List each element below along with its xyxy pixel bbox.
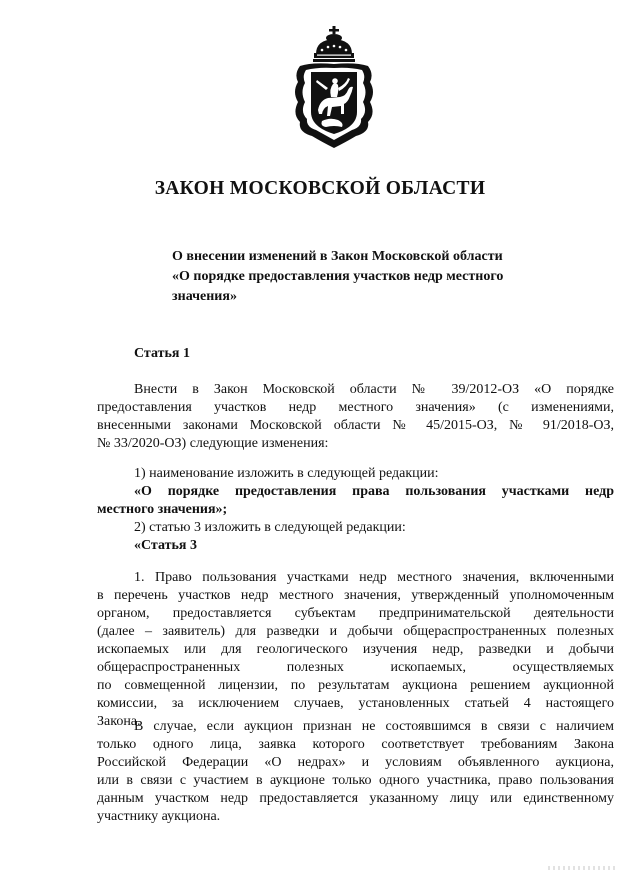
text-line: комиссии, за исключением случаев, установленных статьей 4 настоящего (97, 696, 614, 711)
text-line: в перечень участков недр местного значения, утвержденный уполномоченным (97, 588, 614, 603)
text-line: внесенными законами Московской области № 45/2015-ОЗ, № 91/2018-ОЗ, (97, 418, 614, 433)
text-line: или в связи с участием в аукционе только одного участника, право пользования (97, 773, 614, 788)
text-line: Внести в Закон Московской области № 39/2012-ОЗ «О порядке (134, 382, 614, 397)
text-line: (далее – заявитель) для разведки и добычи общераспространенных полезных (97, 624, 614, 639)
text-line: только одного лица, заявка которого соответствует требованиям Закона (97, 737, 614, 752)
text-line: участнику аукциона. (97, 809, 221, 824)
text-line: предоставления участков недр местного значения» (с изменениями, (97, 400, 614, 415)
law-subject (172, 247, 592, 307)
text-line: данным участком недр предоставляется указанному лицу или единственному (97, 791, 614, 806)
text-line: 1. Право пользования участками недр местного значения, включенными (134, 570, 614, 585)
subject-line: значения» (172, 289, 237, 304)
paragraph-article-3-part-1 (97, 569, 614, 731)
text-line: Российской Федерации «О недрах» и условиям объявленного аукциона, (97, 755, 614, 770)
text-line: 1) наименование изложить в следующей редакции: (134, 466, 439, 481)
text-line: Закона. (97, 714, 141, 729)
text-line: местного значения»; (97, 502, 228, 517)
text-line: ископаемых или для геологического изучения недр, разведки и добычи (97, 642, 614, 657)
text-line: по совмещенной лицензии, по результатам аукциона решением аукционной (97, 678, 614, 693)
subject-line: О внесении изменений в Закон Московской области (172, 249, 503, 264)
scan-artifact (548, 866, 618, 870)
text-line: В случае, если аукцион признан не состоявшимся в связи с наличием (134, 719, 614, 734)
text-line: «О порядке предоставления права пользования участками недр (134, 484, 614, 499)
law-title: ЗАКОН МОСКОВСКОЙ ОБЛАСТИ (154, 178, 486, 199)
text-line: общераспространенных полезных ископаемых, осуществляемых (97, 660, 614, 675)
paragraph-amendment-items (97, 465, 614, 555)
text-line: «Статья 3 (134, 538, 197, 553)
text-line: № 33/2020-ОЗ) следующие изменения: (97, 436, 329, 451)
text-line: органом, предоставляется субъектам предпринимательской деятельности (97, 606, 614, 621)
paragraph-article-3-part-2 (97, 718, 614, 826)
text-line: 2) статью 3 изложить в следующей редакции: (134, 520, 406, 535)
coat-of-arms-icon (286, 26, 382, 150)
article-heading: Статья 1 (134, 346, 190, 361)
subject-line: «О порядке предоставления участков недр местного (172, 269, 504, 284)
paragraph-amendment-intro (97, 381, 614, 453)
